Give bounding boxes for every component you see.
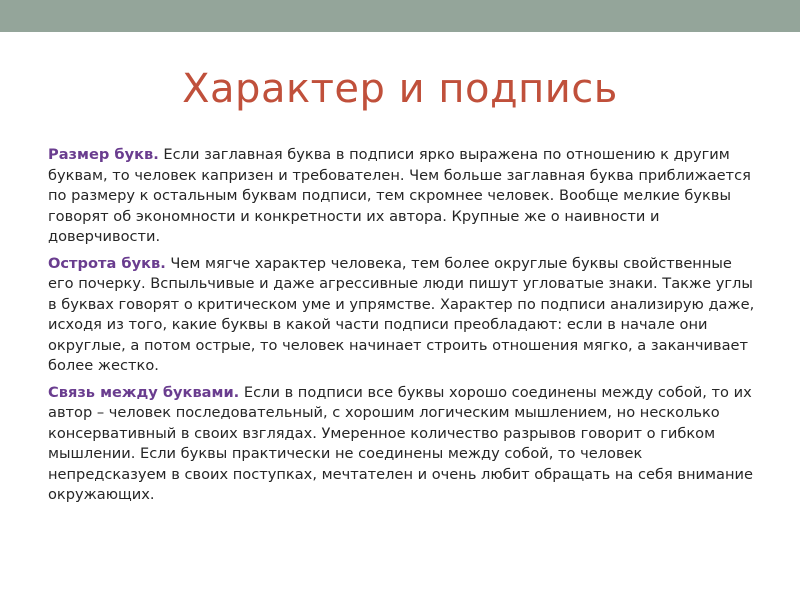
term-letter-size: Размер букв.	[48, 146, 159, 163]
paragraph-letter-connection	[48, 383, 760, 506]
text-letter-size: Если заглавная буква в подписи ярко выражена по отношению к другим буквам, то человек капризен и требователен. Чем больше заглавная буква приближается по размеру к остальным буквам подписи, тем скромнее человек. Вообще мелкие буквы говорят об экономности и конкретности их автора. Крупные же о наивности и доверчивости.	[48, 146, 751, 245]
paragraph-letter-sharpness	[48, 254, 760, 377]
term-letter-sharpness: Острота букв.	[48, 254, 166, 272]
top-accent-bar	[0, 0, 800, 32]
paragraph-letter-size	[48, 145, 760, 248]
slide-body	[48, 145, 760, 512]
text-letter-connection: Если в подписи все буквы хорошо соединены между собой, то их автор – человек последовательный, с хорошим логическим мышлением, но несколько консервативный в своих взглядах. Умеренное количество разрывов говорит о гибком мышлении. Если буквы практически не соединены между собой, то человек непредсказуем в своих поступках, мечтателен и очень любит обращать на себя внимание окружающих.	[48, 383, 753, 503]
text-letter-sharpness: Чем мягче характер человека, тем более округлые буквы свойственные его почерку. Вспыльчивые и даже агрессивные люди пишут угловатые знаки. Также углы в буквах говорят о критическом уме и упрямстве. Характер по подписи анализирую даже, исходя из того, какие буквы в какой части подписи преобладают: если в начале они округлые, а потом острые, то человек начинает строить отношения мягко, а заканчивает более жестко.	[48, 254, 755, 374]
slide-title: Характер и подпись	[182, 66, 618, 112]
term-letter-connection: Связь между буквами.	[48, 383, 240, 401]
